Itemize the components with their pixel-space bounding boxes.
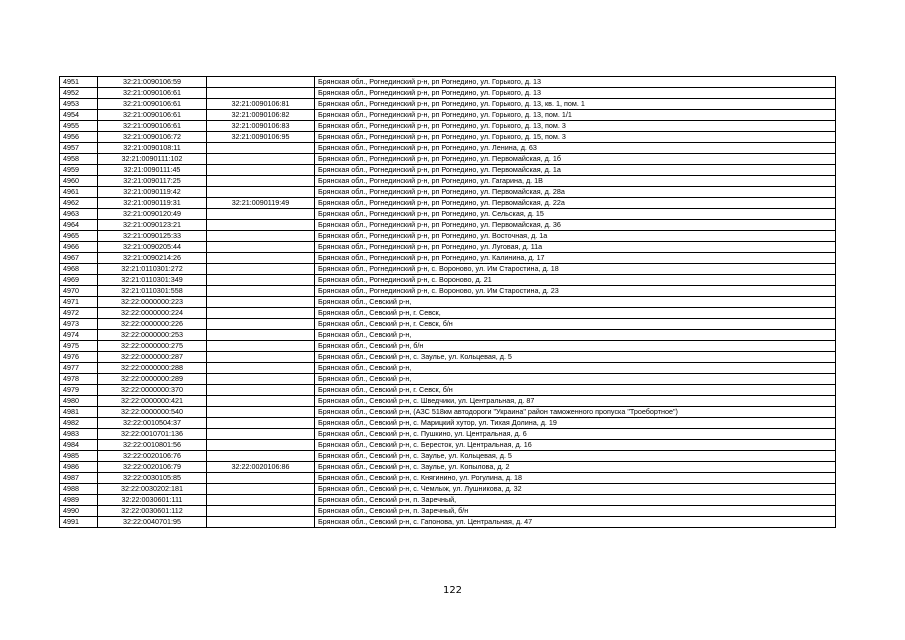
parent-cadastral-number-cell [207,88,315,99]
cadastral-number-cell: 32:21:0090106:72 [98,132,207,143]
row-number-cell: 4980 [60,396,98,407]
address-cell: Брянская обл., Рогнединский р-н, рп Рогнедино, ул. Первомайская, д. 22а [315,198,836,209]
parent-cadastral-number-cell [207,341,315,352]
parent-cadastral-number-cell [207,396,315,407]
address-cell: Брянская обл., Рогнединский р-н, рп Рогнедино, ул. Горького, д. 13, пом. 3 [315,121,836,132]
address-cell: Брянская обл., Севский р-н, с. Заулье, ул. Копылова, д. 2 [315,462,836,473]
table-row [60,396,836,407]
address-cell: Брянская обл., Рогнединский р-н, рп Рогнедино, ул. Первомайская, д. 36 [315,220,836,231]
parent-cadastral-number-cell [207,473,315,484]
parent-cadastral-number-cell: 32:21:0090106:82 [207,110,315,121]
table-row [60,308,836,319]
address-cell: Брянская обл., Рогнединский р-н, с. Вороново, д. 21 [315,275,836,286]
table-row [60,220,836,231]
table-row [60,121,836,132]
parent-cadastral-number-cell [207,77,315,88]
address-cell: Брянская обл., Рогнединский р-н, с. Вороново, ул. Им Старостина, д. 23 [315,286,836,297]
row-number-cell: 4962 [60,198,98,209]
cadastral-number-cell: 32:22:0000000:224 [98,308,207,319]
address-cell: Брянская обл., Рогнединский р-н, рп Рогнедино, ул. Калинина, д. 17 [315,253,836,264]
parent-cadastral-number-cell [207,407,315,418]
table-row [60,264,836,275]
address-cell: Брянская обл., Рогнединский р-н, рп Рогнедино, ул. Горького, д. 13 [315,77,836,88]
parent-cadastral-number-cell [207,451,315,462]
row-number-cell: 4983 [60,429,98,440]
table-row [60,297,836,308]
parent-cadastral-number-cell [207,209,315,220]
row-number-cell: 4957 [60,143,98,154]
cadastral-number-cell: 32:21:0090106:61 [98,110,207,121]
parent-cadastral-number-cell [207,308,315,319]
row-number-cell: 4986 [60,462,98,473]
table-row [60,242,836,253]
row-number-cell: 4991 [60,517,98,528]
row-number-cell: 4977 [60,363,98,374]
parent-cadastral-number-cell [207,495,315,506]
address-cell: Брянская обл., Рогнединский р-н, рп Рогнедино, ул. Первомайская, д. 1б [315,154,836,165]
address-cell: Брянская обл., Севский р-н, с. Чемлыж, ул. Лушникова, д. 32 [315,484,836,495]
address-cell: Брянская обл., Севский р-н, с. Заулье, ул. Кольцевая, д. 5 [315,451,836,462]
cadastral-number-cell: 32:21:0090106:61 [98,99,207,110]
cadastral-number-cell: 32:21:0090214:26 [98,253,207,264]
address-cell: Брянская обл., Рогнединский р-н, рп Рогнедино, ул. Гагарина, д. 1В [315,176,836,187]
parent-cadastral-number-cell: 32:21:0090106:95 [207,132,315,143]
cadastral-number-cell: 32:22:0040701:95 [98,517,207,528]
table-row [60,286,836,297]
row-number-cell: 4968 [60,264,98,275]
row-number-cell: 4965 [60,231,98,242]
parent-cadastral-number-cell: 32:21:0090106:83 [207,121,315,132]
parent-cadastral-number-cell [207,143,315,154]
parent-cadastral-number-cell [207,363,315,374]
table-row [60,517,836,528]
parent-cadastral-number-cell: 32:22:0020106:86 [207,462,315,473]
row-number-cell: 4969 [60,275,98,286]
address-cell: Брянская обл., Рогнединский р-н, рп Рогнедино, ул. Первомайская, д. 28а [315,187,836,198]
row-number-cell: 4990 [60,506,98,517]
cadastral-number-cell: 32:21:0090119:31 [98,198,207,209]
cadastral-number-cell: 32:22:0030105:85 [98,473,207,484]
address-cell: Брянская обл., Рогнединский р-н, рп Рогнедино, ул. Горького, д. 13 [315,88,836,99]
row-number-cell: 4982 [60,418,98,429]
table-row [60,473,836,484]
table-row [60,495,836,506]
table-row [60,209,836,220]
cadastral-number-cell: 32:21:0090106:59 [98,77,207,88]
cadastral-number-cell: 32:22:0020106:79 [98,462,207,473]
parent-cadastral-number-cell [207,264,315,275]
table-row [60,231,836,242]
parent-cadastral-number-cell [207,165,315,176]
address-cell: Брянская обл., Севский р-н, с. Бересток, ул. Центральная, д. 16 [315,440,836,451]
property-register-table [59,76,836,528]
table-row [60,187,836,198]
address-cell: Брянская обл., Рогнединский р-н, рп Рогнедино, ул. Восточная, д. 1а [315,231,836,242]
register-table-body [60,77,836,528]
row-number-cell: 4966 [60,242,98,253]
parent-cadastral-number-cell [207,352,315,363]
cadastral-number-cell: 32:21:0090125:33 [98,231,207,242]
cadastral-number-cell: 32:21:0090111:102 [98,154,207,165]
parent-cadastral-number-cell [207,253,315,264]
row-number-cell: 4976 [60,352,98,363]
parent-cadastral-number-cell [207,231,315,242]
row-number-cell: 4958 [60,154,98,165]
cadastral-number-cell: 32:22:0000000:226 [98,319,207,330]
row-number-cell: 4973 [60,319,98,330]
row-number-cell: 4987 [60,473,98,484]
row-number-cell: 4979 [60,385,98,396]
table-row [60,341,836,352]
parent-cadastral-number-cell [207,385,315,396]
address-cell: Брянская обл., Рогнединский р-н, рп Рогнедино, ул. Сельская, д. 15 [315,209,836,220]
row-number-cell: 4953 [60,99,98,110]
cadastral-number-cell: 32:22:0000000:223 [98,297,207,308]
address-cell: Брянская обл., Рогнединский р-н, с. Вороново, ул. Им Старостина, д. 18 [315,264,836,275]
cadastral-number-cell: 32:21:0110301:349 [98,275,207,286]
table-row [60,330,836,341]
row-number-cell: 4988 [60,484,98,495]
parent-cadastral-number-cell: 32:21:0090119:49 [207,198,315,209]
table-row [60,407,836,418]
cadastral-number-cell: 32:22:0030601:112 [98,506,207,517]
table-row [60,429,836,440]
row-number-cell: 4989 [60,495,98,506]
parent-cadastral-number-cell [207,418,315,429]
parent-cadastral-number-cell [207,330,315,341]
row-number-cell: 4959 [60,165,98,176]
address-cell: Брянская обл., Рогнединский р-н, рп Рогнедино, ул. Ленина, д. 63 [315,143,836,154]
address-cell: Брянская обл., Севский р-н, с. Гапонова, ул. Центральная, д. 47 [315,517,836,528]
table-row [60,506,836,517]
table-row [60,165,836,176]
table-row [60,99,836,110]
address-cell: Брянская обл., Севский р-н, п. Заречный, б/н [315,506,836,517]
address-cell: Брянская обл., Севский р-н, [315,374,836,385]
table-row [60,88,836,99]
address-cell: Брянская обл., Рогнединский р-н, рп Рогнедино, ул. Первомайская, д. 1а [315,165,836,176]
cadastral-number-cell: 32:22:0000000:287 [98,352,207,363]
table-row [60,154,836,165]
row-number-cell: 4951 [60,77,98,88]
address-cell: Брянская обл., Рогнединский р-н, рп Рогнедино, ул. Горького, д. 15, пом. 3 [315,132,836,143]
address-cell: Брянская обл., Севский р-н, с. Заулье, ул. Кольцевая, д. 5 [315,352,836,363]
parent-cadastral-number-cell [207,319,315,330]
cadastral-number-cell: 32:21:0110301:558 [98,286,207,297]
table-row [60,77,836,88]
row-number-cell: 4963 [60,209,98,220]
row-number-cell: 4955 [60,121,98,132]
parent-cadastral-number-cell [207,297,315,308]
parent-cadastral-number-cell [207,187,315,198]
address-cell: Брянская обл., Рогнединский р-н, рп Рогнедино, ул. Луговая, д. 11а [315,242,836,253]
row-number-cell: 4956 [60,132,98,143]
cadastral-number-cell: 32:21:0090106:61 [98,121,207,132]
cadastral-number-cell: 32:22:0010701:136 [98,429,207,440]
address-cell: Брянская обл., Севский р-н, (АЗС 518км автодороги "Украина" район таможенного пропуска "Троебортное") [315,407,836,418]
table-row [60,319,836,330]
row-number-cell: 4984 [60,440,98,451]
cadastral-number-cell: 32:22:0000000:370 [98,385,207,396]
address-cell: Брянская обл., Севский р-н, п. Заречный, [315,495,836,506]
table-row [60,363,836,374]
cadastral-number-cell: 32:22:0000000:421 [98,396,207,407]
table-row [60,198,836,209]
cadastral-number-cell: 32:21:0090205:44 [98,242,207,253]
table-row [60,275,836,286]
cadastral-number-cell: 32:21:0090111:45 [98,165,207,176]
row-number-cell: 4971 [60,297,98,308]
parent-cadastral-number-cell [207,374,315,385]
cadastral-number-cell: 32:22:0030601:111 [98,495,207,506]
table-row [60,451,836,462]
parent-cadastral-number-cell [207,242,315,253]
page-number: 122 [442,585,463,596]
table-row [60,462,836,473]
table-row [60,143,836,154]
address-cell: Брянская обл., Севский р-н, б/н [315,341,836,352]
parent-cadastral-number-cell [207,440,315,451]
row-number-cell: 4961 [60,187,98,198]
address-cell: Брянская обл., Севский р-н, г. Севск, [315,308,836,319]
table-row [60,440,836,451]
cadastral-number-cell: 32:21:0090123:21 [98,220,207,231]
address-cell: Брянская обл., Севский р-н, [315,363,836,374]
cadastral-number-cell: 32:22:0030202:181 [98,484,207,495]
address-cell: Брянская обл., Севский р-н, с. Шведчики, ул. Центральная, д. 87 [315,396,836,407]
parent-cadastral-number-cell: 32:21:0090106:81 [207,99,315,110]
row-number-cell: 4972 [60,308,98,319]
address-cell: Брянская обл., Севский р-н, г. Севск, б/н [315,319,836,330]
row-number-cell: 4974 [60,330,98,341]
address-cell: Брянская обл., Рогнединский р-н, рп Рогнедино, ул. Горького, д. 13, пом. 1/1 [315,110,836,121]
row-number-cell: 4978 [60,374,98,385]
table-row [60,253,836,264]
cadastral-number-cell: 32:21:0090119:42 [98,187,207,198]
row-number-cell: 4967 [60,253,98,264]
address-cell: Брянская обл., Севский р-н, [315,297,836,308]
row-number-cell: 4985 [60,451,98,462]
cadastral-number-cell: 32:22:0000000:253 [98,330,207,341]
cadastral-number-cell: 32:21:0090108:11 [98,143,207,154]
table-row [60,484,836,495]
row-number-cell: 4952 [60,88,98,99]
table-row [60,374,836,385]
parent-cadastral-number-cell [207,154,315,165]
parent-cadastral-number-cell [207,517,315,528]
cadastral-number-cell: 32:22:0000000:275 [98,341,207,352]
cadastral-number-cell: 32:22:0010504:37 [98,418,207,429]
parent-cadastral-number-cell [207,506,315,517]
parent-cadastral-number-cell [207,286,315,297]
address-cell: Брянская обл., Рогнединский р-н, рп Рогнедино, ул. Горького, д. 13, кв. 1, пом. 1 [315,99,836,110]
row-number-cell: 4970 [60,286,98,297]
address-cell: Брянская обл., Севский р-н, [315,330,836,341]
address-cell: Брянская обл., Севский р-н, г. Севск, б/н [315,385,836,396]
cadastral-number-cell: 32:22:0020106:76 [98,451,207,462]
parent-cadastral-number-cell [207,484,315,495]
table-row [60,176,836,187]
table-row [60,418,836,429]
cadastral-number-cell: 32:21:0090106:61 [98,88,207,99]
row-number-cell: 4954 [60,110,98,121]
table-row [60,385,836,396]
cadastral-number-cell: 32:21:0090117:25 [98,176,207,187]
row-number-cell: 4960 [60,176,98,187]
cadastral-number-cell: 32:21:0110301:272 [98,264,207,275]
address-cell: Брянская обл., Севский р-н, с. Марицкий хутор, ул. Тихая Долина, д. 19 [315,418,836,429]
parent-cadastral-number-cell [207,220,315,231]
parent-cadastral-number-cell [207,176,315,187]
cadastral-number-cell: 32:22:0000000:540 [98,407,207,418]
row-number-cell: 4975 [60,341,98,352]
row-number-cell: 4964 [60,220,98,231]
cadastral-number-cell: 32:22:0000000:288 [98,363,207,374]
address-cell: Брянская обл., Севский р-н, с. Княгинино, ул. Рогулина, д. 18 [315,473,836,484]
cadastral-number-cell: 32:22:0010801:56 [98,440,207,451]
table-row [60,132,836,143]
parent-cadastral-number-cell [207,275,315,286]
parent-cadastral-number-cell [207,429,315,440]
address-cell: Брянская обл., Севский р-н, с. Пушкино, ул. Центральная, д. 6 [315,429,836,440]
row-number-cell: 4981 [60,407,98,418]
table-row [60,352,836,363]
cadastral-number-cell: 32:22:0000000:289 [98,374,207,385]
table-row [60,110,836,121]
cadastral-number-cell: 32:21:0090120:49 [98,209,207,220]
